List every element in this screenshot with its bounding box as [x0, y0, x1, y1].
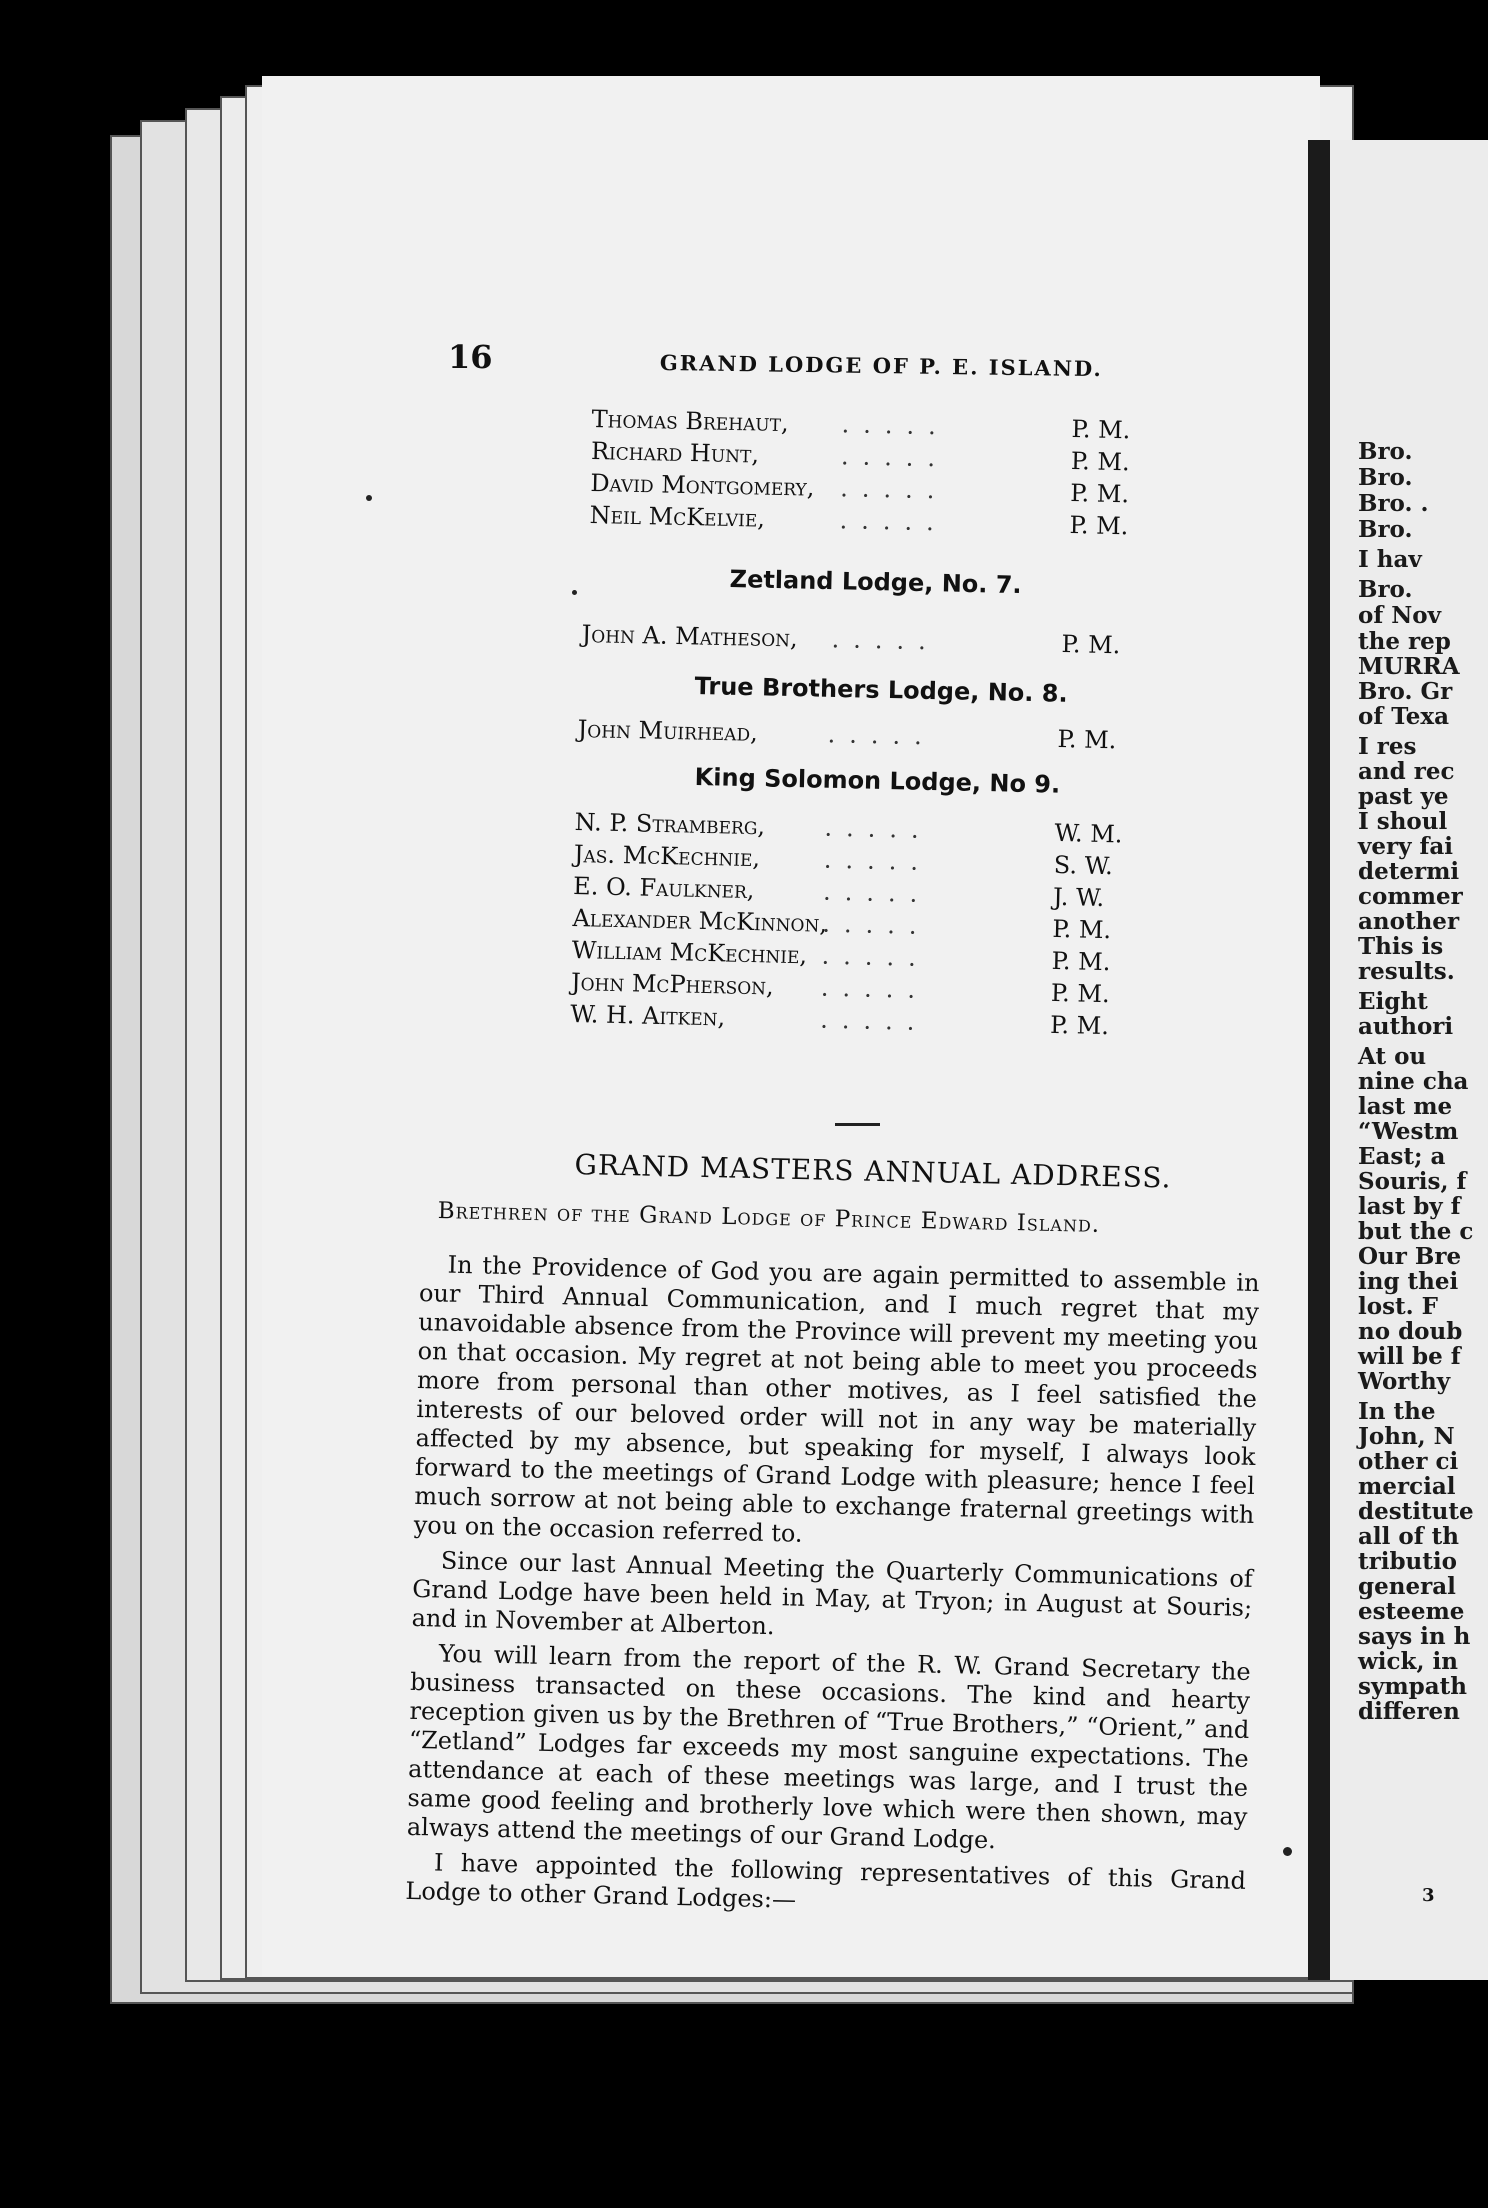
leader-dots: ..... — [820, 973, 930, 1005]
right-page-line: results. — [1358, 958, 1455, 985]
right-page-line: no doub — [1358, 1318, 1463, 1345]
roster-row — [590, 436, 1130, 477]
roster-row — [574, 808, 1123, 849]
member-name: John A. Matheson, — [581, 620, 799, 653]
right-page-line: John, N — [1358, 1423, 1455, 1450]
right-page-line: mercial — [1358, 1473, 1456, 1500]
leader-dots: ..... — [819, 1005, 929, 1037]
right-page-line: This is — [1358, 933, 1444, 960]
right-page-line: Souris, f — [1358, 1168, 1467, 1195]
right-page-line: very fai — [1358, 833, 1454, 860]
roster-row — [581, 620, 1121, 660]
member-rank: J. W. — [1052, 882, 1105, 913]
lodge-heading-true-brothers: True Brothers Lodge, No. 8. — [694, 672, 1068, 708]
roster-row — [571, 935, 1111, 977]
right-page-line: says in h — [1358, 1623, 1471, 1650]
ink-speck — [366, 495, 372, 501]
right-page-line: I res — [1358, 733, 1417, 760]
section-rule — [835, 1123, 880, 1126]
right-page-line: another — [1358, 908, 1460, 935]
member-rank: S. W. — [1053, 850, 1114, 881]
leader-dots: ..... — [840, 442, 950, 473]
right-page-line: but the c — [1358, 1218, 1474, 1245]
right-page-line: Worthy — [1358, 1368, 1451, 1395]
right-page-line: last by f — [1358, 1193, 1461, 1220]
right-page-signature: 3 — [1422, 1885, 1435, 1906]
member-name: Neil McKelvie, — [589, 500, 766, 533]
right-page-line: of Nov — [1358, 602, 1441, 629]
right-page-line: will be f — [1358, 1343, 1461, 1370]
right-page-line: of Texa — [1358, 703, 1449, 730]
member-rank: P. M. — [1052, 914, 1112, 945]
roster-row — [573, 839, 1114, 881]
right-page-line: Bro. Gr — [1358, 678, 1453, 705]
right-page-line: the rep — [1358, 628, 1451, 655]
leader-dots: ..... — [827, 720, 937, 751]
right-page-line: last me — [1358, 1093, 1453, 1120]
member-name: Alexander McKinnon, — [572, 903, 828, 938]
address-title: GRAND MASTERS ANNUAL ADDRESS. — [574, 1148, 1172, 1195]
roster-true-brothers — [577, 715, 1117, 755]
paragraph: I have appointed the following representatives of this Grand Lodge to other Grand Lodges:— — [405, 1848, 1247, 1914]
member-rank: P. M. — [1050, 978, 1110, 1009]
member-rank: P. M. — [1061, 630, 1121, 660]
right-page-line: MURRA — [1358, 653, 1460, 680]
member-name: N. P. Stramberg, — [574, 808, 766, 841]
right-page-line: At ou — [1358, 1043, 1427, 1070]
roster-row — [572, 903, 1112, 945]
right-page-fragment — [1330, 140, 1488, 1980]
right-page-line: general — [1358, 1573, 1456, 1600]
member-rank: P. M. — [1069, 479, 1130, 509]
right-page-line: Our Bre — [1358, 1243, 1462, 1270]
right-page-line: all of th — [1358, 1523, 1459, 1550]
member-name: Richard Hunt, — [590, 436, 760, 469]
leader-dots: ..... — [822, 877, 932, 909]
right-page-line: esteeme — [1358, 1598, 1465, 1625]
member-name: W. H. Aitken, — [570, 999, 726, 1032]
roster-zetland — [581, 620, 1121, 660]
right-page-line: wick, in — [1358, 1648, 1458, 1675]
roster-row — [572, 871, 1105, 913]
right-page-line: I hav — [1358, 546, 1422, 573]
page-number: 16 — [448, 338, 493, 376]
leader-dots: ..... — [823, 845, 933, 877]
leader-dots: ..... — [840, 474, 949, 505]
member-rank: P. M. — [1071, 415, 1131, 445]
right-page-line: past ye — [1358, 783, 1449, 810]
right-page-line: In the — [1358, 1398, 1436, 1425]
right-page-line: sympath — [1358, 1673, 1467, 1700]
member-rank: P. M. — [1057, 725, 1117, 755]
member-name: E. O. Faulkner, — [572, 871, 755, 905]
leader-dots: ..... — [831, 625, 941, 656]
member-name: David Montgomery, — [590, 468, 815, 502]
book-gutter — [1308, 140, 1330, 1980]
member-rank: W. M. — [1054, 818, 1123, 849]
right-page-line: tributio — [1358, 1548, 1457, 1575]
right-page-line: authori — [1358, 1013, 1454, 1040]
right-page-line: Bro. — [1358, 438, 1413, 465]
right-page-line: and rec — [1358, 758, 1455, 785]
roster-row — [570, 967, 1110, 1009]
ink-speck — [1283, 1847, 1292, 1856]
right-page-line: commer — [1358, 883, 1463, 910]
roster-row — [591, 405, 1131, 445]
leader-dots: ..... — [824, 813, 934, 845]
right-page-line: Bro. — [1358, 464, 1413, 491]
roster-row — [577, 715, 1117, 755]
lodge-heading-zetland: Zetland Lodge, No. 7. — [729, 565, 1022, 600]
salutation: Brethren of the Grand Lodge of Prince Edward Island. — [437, 1198, 1101, 1238]
right-page-line: other ci — [1358, 1448, 1459, 1475]
leader-dots: ..... — [841, 410, 951, 441]
leader-dots: ..... — [822, 909, 931, 941]
member-name: Jas. McKechnie, — [573, 839, 761, 873]
right-page-line: lost. F — [1358, 1293, 1438, 1320]
right-page-line: destitute — [1358, 1498, 1474, 1525]
right-page-line: Eight — [1358, 988, 1428, 1015]
paragraph: You will learn from the report of the R. W. Grand Secretary the business transacted on these occasions. The kind and hearty reception given us by the Brethren of “True Brothers,” “Orient,” and “Zetland” Lodges far exceeds my most sanguine expectations. The attendance at each of these meetings was large, and I trust the same good feeling and brotherly love which were then shown, may always attend the meetings of our Grand Lodge. — [406, 1639, 1251, 1855]
leader-dots: ..... — [821, 941, 931, 973]
right-page-line: I shoul — [1358, 808, 1448, 835]
right-page-line: “Westm — [1358, 1118, 1459, 1145]
right-page-line: nine cha — [1358, 1068, 1469, 1095]
running-header: GRAND LODGE OF P. E. ISLAND. — [659, 350, 1103, 382]
ink-speck — [572, 590, 577, 595]
member-rank: P. M. — [1049, 1010, 1110, 1041]
right-page-line: Bro. . — [1358, 490, 1429, 517]
member-name: John McPherson, — [570, 967, 775, 1001]
paragraph: Since our last Annual Meeting the Quarterly Communications of Grand Lodge have been held in May, at Tryon; in August at Souris; and in November at Alberton. — [411, 1546, 1254, 1641]
right-page-line: differen — [1358, 1698, 1460, 1725]
leader-dots: ..... — [839, 506, 949, 537]
address-body — [405, 1250, 1260, 1931]
roster-row — [589, 500, 1129, 541]
member-rank: P. M. — [1051, 946, 1111, 977]
member-name: John Muirhead, — [577, 715, 759, 747]
right-page-line: determi — [1358, 858, 1460, 885]
member-rank: P. M. — [1069, 511, 1129, 541]
member-name: William McKechnie, — [571, 935, 808, 970]
right-page-line: East; a — [1358, 1143, 1446, 1170]
roster-row — [570, 999, 1110, 1041]
right-page-line: Bro. — [1358, 516, 1413, 543]
right-page-line: ing thei — [1358, 1268, 1459, 1295]
right-page-line: Bro. — [1358, 576, 1413, 603]
member-name: Thomas Brehaut, — [591, 405, 789, 438]
lodge-heading-king-solomon: King Solomon Lodge, No 9. — [694, 763, 1061, 799]
member-rank: P. M. — [1070, 447, 1130, 477]
paragraph: In the Providence of God you are again permitted to assemble in our Third Annual Communication, and I much regret that my unavoidable absence from the Province will prevent my meeting you on that occasion. My regret at not being able to meet you proceeds more from personal than other motives, as I feel satisfied the interests of our beloved order will not in any way be materially affected by my absence, but speaking for myself, I always look forward to the meetings of Grand Lodge with pleasure; hence I feel much sorrow at not being able to exchange fraternal greetings with you on the occasion referred to. — [413, 1250, 1260, 1548]
roster-row — [590, 468, 1130, 509]
